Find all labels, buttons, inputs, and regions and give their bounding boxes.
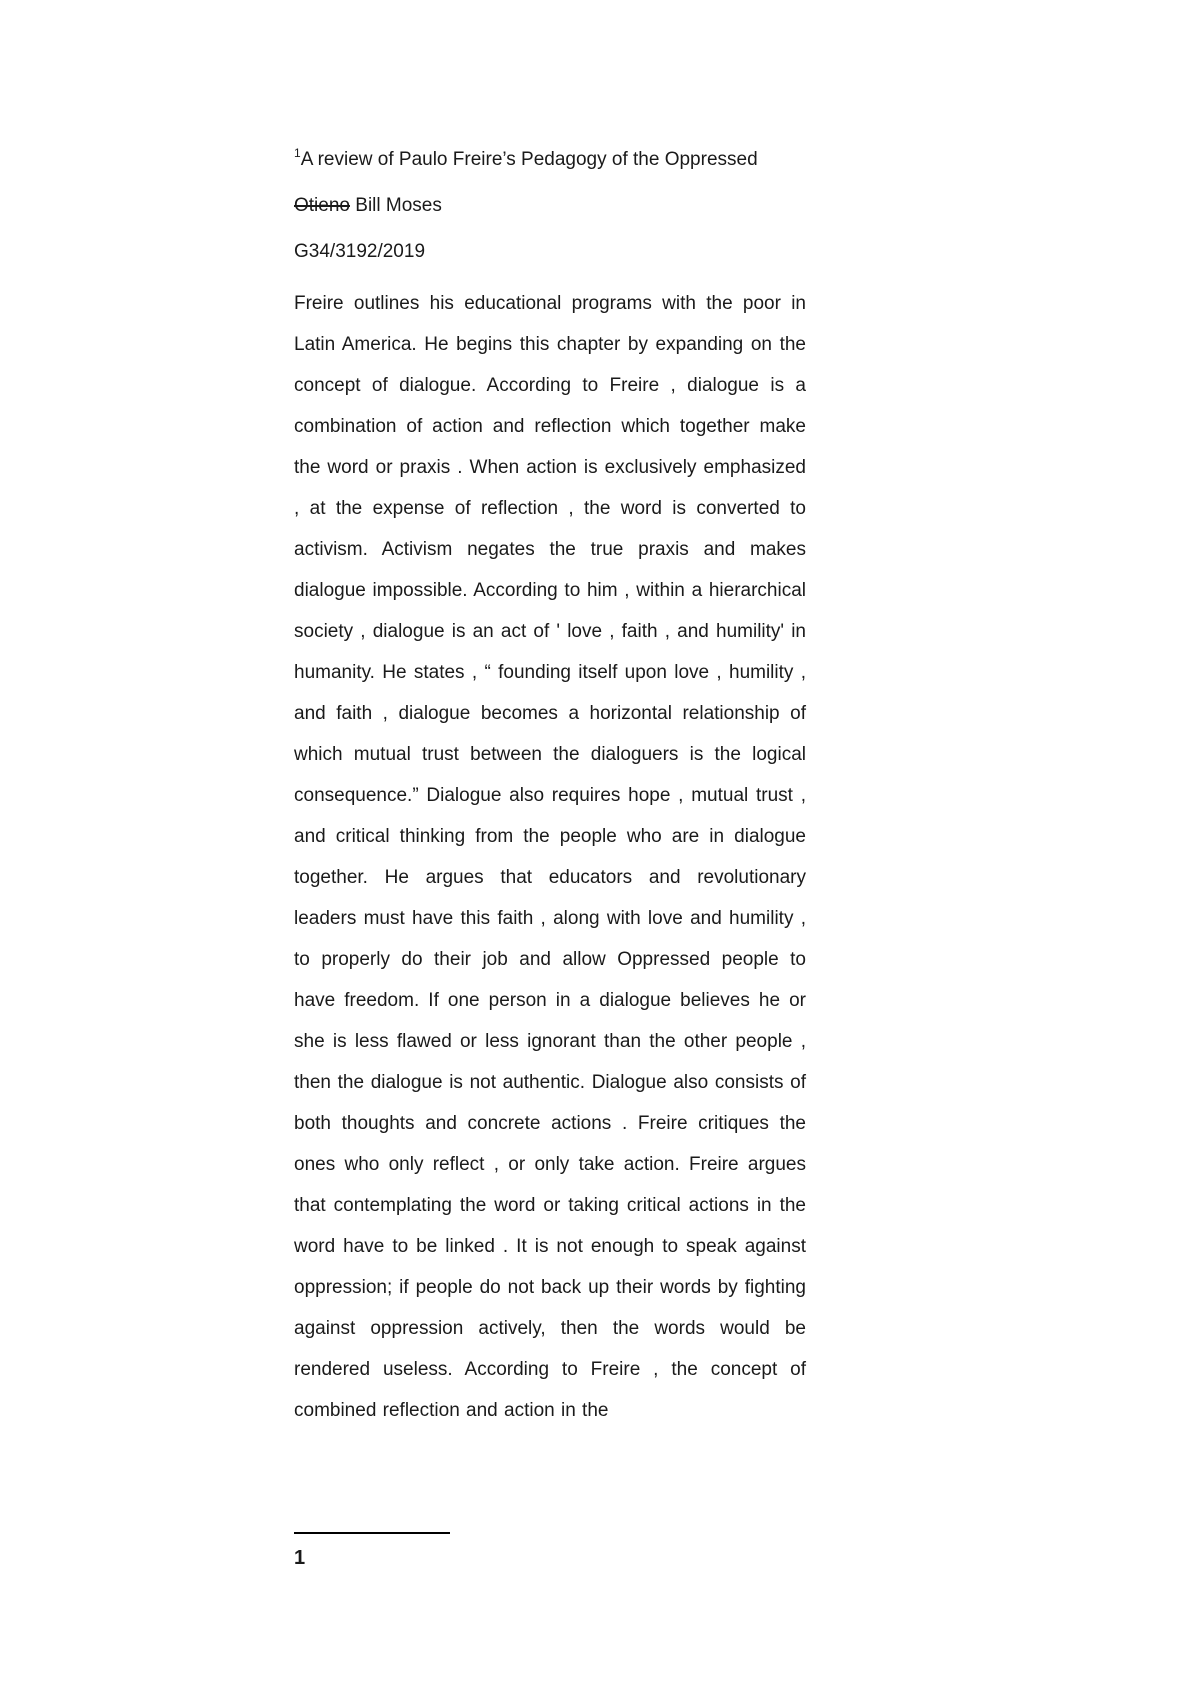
title-text: A review of Paulo Freire’s Pedagogy of the Oppressed xyxy=(300,149,758,170)
author-name: Bill Moses xyxy=(355,195,442,216)
body-paragraph: Freire outlines his educational programs with the poor in Latin America. He begins this chapter by expanding on the concept of dialogue. According to Freire , dialogue is a combination of action and reflection which together make the word or praxis . When action is exclusively emphasized , at the expense of reflection , the word is converted to activism. Activism negates the true praxis and makes dialogue impossible. According to him , within a hierarchical society , dialogue is an act of ' love , faith , and humility' in humanity. He states , “ founding itself upon love , humility , and faith , dialogue becomes a horizontal relationship of which mutual trust between the dialoguers is the logical consequence.” Dialogue also requires hope , mutual trust , and critical thinking from the people who are in dialogue together. He argues that educators and revolutionary leaders must have this faith , along with love and humility , to properly do their job and allow Oppressed people to have freedom. If one person in a dialogue believes he or she is less flawed or less ignorant than the other people , then the dialogue is not authentic. Dialogue also consists of both thoughts and concrete actions . Freire critiques the ones who only reflect , or only take action. Freire argues that contemplating the word or taking critical actions in the word have to be linked . It is not enough to speak against oppression; if people do not back up their words by fighting against oppression actively, then the words would be rendered useless. According to Freire , the concept of combined reflection and action in the xyxy=(294,293,806,1421)
student-id: G34/3192/2019 xyxy=(294,241,426,262)
author-struck-name: Otieno xyxy=(294,195,350,216)
document-title xyxy=(294,148,758,172)
footnote-number: 1 xyxy=(294,1547,306,1569)
author-line xyxy=(294,194,442,218)
footnote-separator xyxy=(294,1532,450,1534)
footnote-reference: 1 xyxy=(294,146,301,160)
